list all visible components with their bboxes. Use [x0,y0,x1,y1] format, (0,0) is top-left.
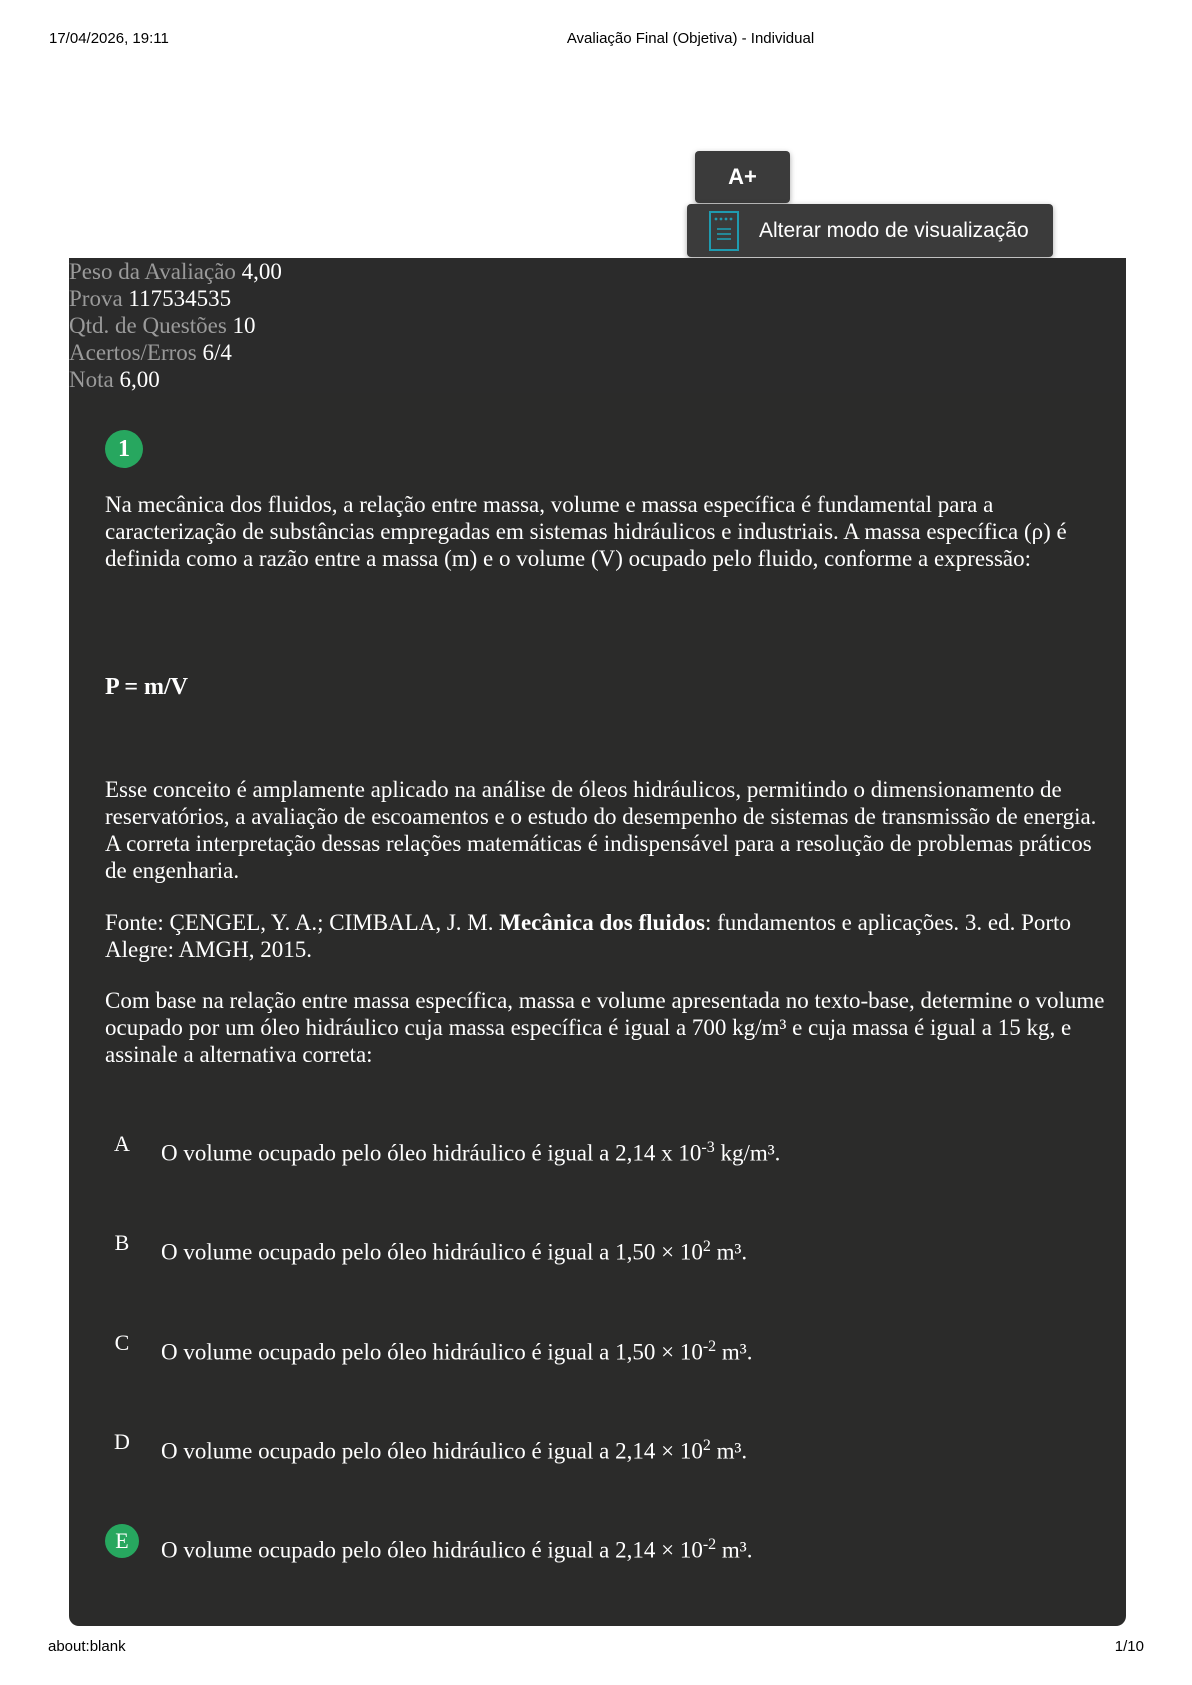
font-increase-button[interactable] [695,151,790,203]
print-footer [0,1638,1192,1658]
question-formula: P = m/V [105,674,189,700]
exam-value: 117534535 [128,286,232,311]
option-letter-selected: E [105,1524,139,1558]
option-b[interactable] [105,1226,1105,1270]
option-text: O volume ocupado pelo óleo hidráulico é igual a 2,14 x $10^{-3}$ kg/m³. [161,1139,781,1166]
weight-label: Peso da Avaliação [69,259,236,284]
question-number-badge: 1 [105,430,143,468]
weight-value: 4,00 [241,259,282,284]
source-prefix: Fonte: ÇENGEL, Y. A.; CIMBALA, J. M. [105,910,500,935]
grade-value: 6,00 [119,367,160,392]
option-text: O volume ocupado pelo óleo hidráulico é igual a $2,14 \times 10^{-2}$ m³. [161,1536,753,1563]
questions-label: Qtd. de Questões [69,313,227,338]
question-source [105,909,1105,963]
option-letter: A [114,1131,130,1156]
hits-value: 6/4 [202,340,232,365]
option-text: O volume ocupado pelo óleo hidráulico é igual a $1,50 \times 10^{-2}$ m³. [161,1338,753,1365]
print-header [0,30,1192,50]
question-intro: Na mecânica dos fluidos, a relação entre massa, volume e massa específica é fundamental para a caracterização de substâncias empregadas em sistemas hidráulicos e industriais. A massa específica (ρ) é definida como a razão entre a massa (m) e o volume (V) ocupado pelo fluido, conforme a expressão: [105,492,1067,571]
option-c[interactable] [105,1326,1105,1370]
hits-label: Acertos/Erros [69,340,197,365]
option-text: O volume ocupado pelo óleo hidráulico é igual a $2,14 \times 10^2$ m³. [161,1437,748,1464]
summary-questions-row [69,312,1126,339]
source-suffix: : fundamentos e aplicações. 3. ed. Porto Alegre: AMGH, 2015. [105,910,1071,962]
view-mode-button[interactable] [687,204,1053,257]
exam-summary [69,258,1126,393]
print-page-number: 1/10 [1114,1638,1144,1655]
summary-hits-row [69,339,1126,366]
view-mode-label: Alterar modo de visualização [759,218,1029,242]
grade-label: Nota [69,367,114,392]
question-prompt: Com base na relação entre massa específica, massa e volume apresentada no texto-base, determine o volume ocupado por um óleo hidráulico cuja massa específica é igual a 700 kg/m³ e cuja massa é igual a 15 kg, e assinale a alternativa correta: [105,988,1105,1067]
option-letter: C [114,1330,130,1355]
exam-label: Prova [69,286,123,311]
option-e[interactable] [105,1524,1105,1568]
questions-value: 10 [232,313,256,338]
source-title: Mecânica dos fluidos [499,910,705,935]
print-title: Avaliação Final (Objetiva) - Individual [566,30,815,47]
option-d[interactable] [105,1425,1105,1469]
document-view-icon [709,211,739,251]
print-datetime: 17/04/2026, 19:11 [49,30,169,47]
font-increase-label: A+ [728,164,757,189]
option-text: O volume ocupado pelo óleo hidráulico é igual a $1,50 \times 10^2$ m³. [161,1238,748,1265]
question-card [69,393,1126,1626]
print-url: about:blank [48,1638,126,1655]
summary-exam-row [69,285,1126,312]
question-context: Esse conceito é amplamente aplicado na análise de óleos hidráulicos, permitindo o dimensionamento de reservatórios, a avaliação de escoamentos e o estudo do desempenho de sistemas de transmissão de energia. A correta interpretação dessas relações matemáticas é indispensável para a resolução de problemas práticos de engenharia. [105,777,1097,883]
option-a[interactable] [105,1127,1105,1171]
option-letter: B [114,1230,130,1255]
option-letter: D [114,1429,130,1454]
summary-weight-row [69,258,1126,285]
summary-grade-row [69,366,1126,393]
